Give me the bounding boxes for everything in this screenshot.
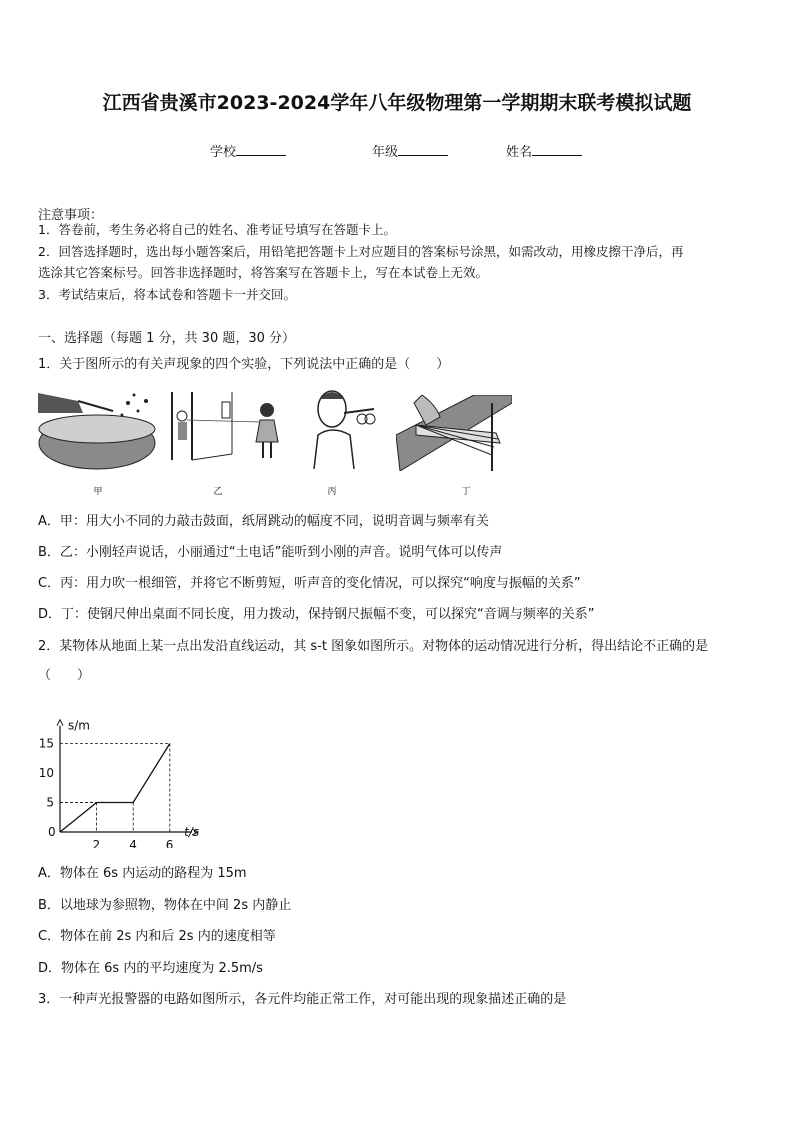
drum-experiment-figure — [38, 383, 156, 471]
q2-option-c: C．物体在前 2s 内和后 2s 内的速度相等 — [38, 929, 276, 944]
steel-ruler-figure — [396, 395, 512, 471]
page-title: 江西省贵溪市2023-2024学年八年级物理第一学期期末联考模拟试题 — [102, 92, 692, 114]
caption-bing: 丙 — [327, 487, 337, 497]
q1-option-b: B．乙：小刚轻声说话，小丽通过“土电话”能听到小刚的声音。说明气体可以传声 — [38, 545, 503, 560]
blowing-straw-figure — [310, 385, 378, 469]
y-axis-label: s/m — [68, 718, 90, 733]
notes-heading: 注意事项： — [38, 208, 104, 223]
q3-stem: 3．一种声光报警器的电路如图所示，各元件均能正常工作，对可能出现的现象描述正确的是 — [38, 992, 567, 1007]
name-field — [506, 141, 582, 160]
string-telephone-figure — [170, 392, 290, 472]
note-item-2: 2．回答选择题时，选出每小题答案后，用铅笔把答题卡上对应题目的答案标号涂黑，如需改动，用橡皮擦干净后，再 — [38, 244, 684, 259]
y-tick-label-15: 15 — [38, 736, 54, 751]
name-label: 姓名 — [506, 145, 533, 160]
caption-ding: 丁 — [461, 487, 471, 497]
x-axis-label: t/s — [184, 825, 200, 839]
origin-label: 0 — [48, 825, 56, 839]
grade-label: 年级 — [372, 145, 399, 160]
series-line — [60, 744, 170, 833]
school-blank — [236, 144, 286, 156]
y-axis-arrow — [57, 720, 63, 726]
x-tick-label-2: 2 — [92, 837, 101, 848]
q1-option-c: C．丙：用力吹一根细管，并将它不断剪短，听声音的变化情况，可以探究“响度与振幅的关系” — [38, 576, 581, 591]
q2-stem: 2．某物体从地面上某一点出发沿直线运动，其 s-t 图象如图所示。对物体的运动情况进行分析，得出结论不正确的是 — [38, 639, 709, 654]
note-item-3: 3．考试结束后，将本试卷和答题卡一并交回。 — [38, 287, 296, 302]
s-t-graph — [30, 696, 220, 848]
q1-option-a: A．甲：用大小不同的力敲击鼓面，纸屑跳动的幅度不同，说明音调与频率有关 — [38, 514, 489, 529]
school-label: 学校 — [210, 145, 237, 160]
q2-option-d: D．物体在 6s 内的平均速度为 2.5m/s — [38, 961, 263, 976]
q1-option-d: D．丁：使钢尺伸出桌面不同长度，用力拨动，保持钢尺振幅不变，可以探究“音调与频率的关系” — [38, 607, 595, 622]
caption-jia: 甲 — [93, 487, 103, 497]
name-blank — [532, 144, 582, 156]
y-tick-label-5: 5 — [46, 795, 54, 810]
grade-blank — [398, 144, 448, 156]
grade-field — [372, 141, 448, 160]
y-tick-label-10: 10 — [38, 766, 54, 780]
x-tick-label-6: 6 — [165, 837, 174, 848]
x-tick-label-4: 4 — [129, 837, 137, 848]
section-heading: 一、选择题（每题 1 分，共 30 题，30 分） — [38, 331, 296, 346]
caption-yi: 乙 — [213, 487, 223, 497]
q2-option-a: A．物体在 6s 内运动的路程为 15m — [38, 866, 247, 881]
note-item-2-cont: 选涂其它答案标号。回答非选择题时，将答案写在答题卡上，写在本试卷上无效。 — [38, 265, 489, 280]
q2-option-b: B．以地球为参照物，物体在中间 2s 内静止 — [38, 898, 292, 913]
note-item-1: 1．答卷前，考生务必将自己的姓名、准考证号填写在答题卡上。 — [38, 222, 396, 237]
school-field — [210, 141, 286, 160]
q2-stem-cont: （ ） — [38, 668, 91, 683]
q1-stem: 1．关于图所示的有关声现象的四个实验，下列说法中正确的是（ ） — [38, 357, 450, 372]
